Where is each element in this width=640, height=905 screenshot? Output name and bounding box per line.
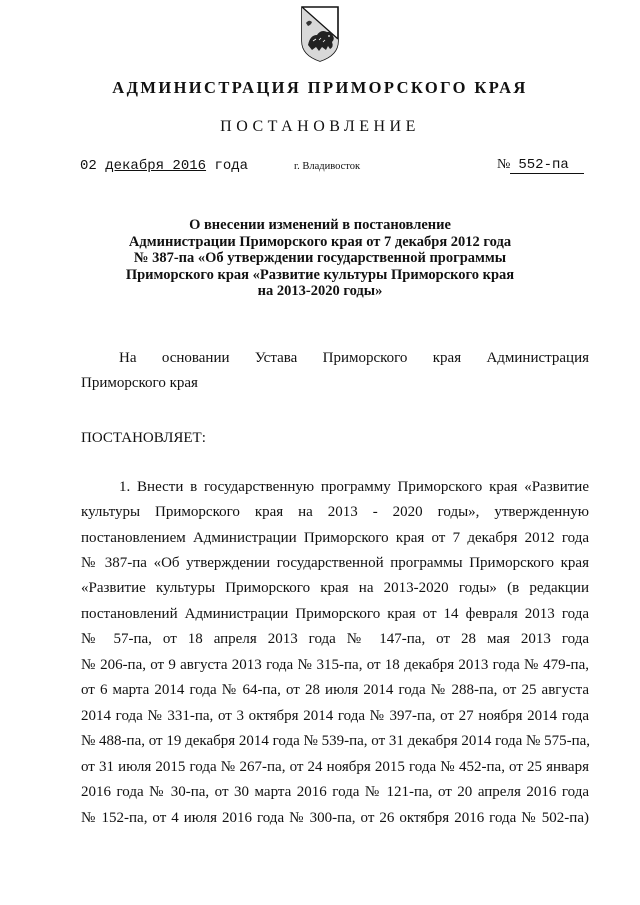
subject-line: № 387-па «Об утверждении государственной программы <box>133 250 507 266</box>
item1-line: № 387-па «Об утверждении государственной программы Приморского края <box>81 555 589 571</box>
item1-line: постановлением Администрации Приморского края от 7 декабря 2012 года <box>81 530 589 546</box>
number-value: 552-па <box>510 157 584 174</box>
item1-line: культуры Приморского края на 2013 - 2020 годы», утвержденную <box>81 504 589 520</box>
item1-line: 2016 года № 30-па, от 30 марта 2016 года № 121-па, от 20 апреля 2016 года <box>81 784 589 800</box>
resolves-heading: ПОСТАНОВЛЯЕТ: <box>81 430 206 446</box>
number-sign: № <box>497 157 511 172</box>
date-suffix: года <box>206 158 249 174</box>
subject-line: на 2013-2020 годы» <box>257 283 383 299</box>
coat-of-arms-emblem <box>299 5 341 63</box>
document-subject <box>100 217 540 300</box>
document-number <box>497 157 584 174</box>
item1-line: «Развитие культуры Приморского края на 2013-2020 годы» (в редакции <box>81 580 589 596</box>
basis-line: Приморского края <box>81 375 198 391</box>
city-label: г. Владивосток <box>294 161 361 172</box>
item1-line: № 152-па, от 4 июля 2016 года № 300-па, от 26 октября 2016 года № 502-па) <box>81 810 589 826</box>
date-day: 02 <box>80 158 106 174</box>
item1-line: 1. Внести в государственную программу Приморского края «Развитие <box>119 479 589 495</box>
administration-title: АДМИНИСТРАЦИЯ ПРИМОРСКОГО КРАЯ <box>112 78 528 97</box>
subject-line: О внесении изменений в постановление <box>189 217 451 233</box>
item1-line: постановлений Администрации Приморского края от 14 февраля 2013 года <box>81 606 589 622</box>
item1-line: № 488-па, от 19 декабря 2014 года № 539-па, от 31 декабря 2014 года № 575-па, <box>81 733 591 749</box>
subject-line: Приморского края «Развитие культуры Приморского края <box>125 266 515 283</box>
item1-line: от 31 июля 2015 года № 267-па, от 24 ноября 2015 года № 452-па, от 25 января <box>81 759 589 775</box>
document-date <box>80 158 248 174</box>
item1-line: № 206-па, от 9 августа 2013 года № 315-па, от 18 декабря 2013 года № 479-па, <box>81 657 589 673</box>
item1-line: от 6 марта 2014 года № 64-па, от 28 июля 2014 года № 288-па, от 25 августа <box>81 682 589 698</box>
document-type: ПОСТАНОВЛЕНИЕ <box>220 118 420 135</box>
item1-line: 2014 года № 331-па, от 3 октября 2014 года № 397-па, от 27 ноября 2014 года <box>81 708 589 724</box>
subject-line: Администрации Приморского края от 7 декабря 2012 года <box>128 233 512 250</box>
item1-line: № 57-па, от 18 апреля 2013 года № 147-па, от 28 мая 2013 года <box>81 631 589 647</box>
date-month-year: декабря 2016 <box>105 158 207 174</box>
basis-line: На основании Устава Приморского края Администрация <box>119 350 589 366</box>
